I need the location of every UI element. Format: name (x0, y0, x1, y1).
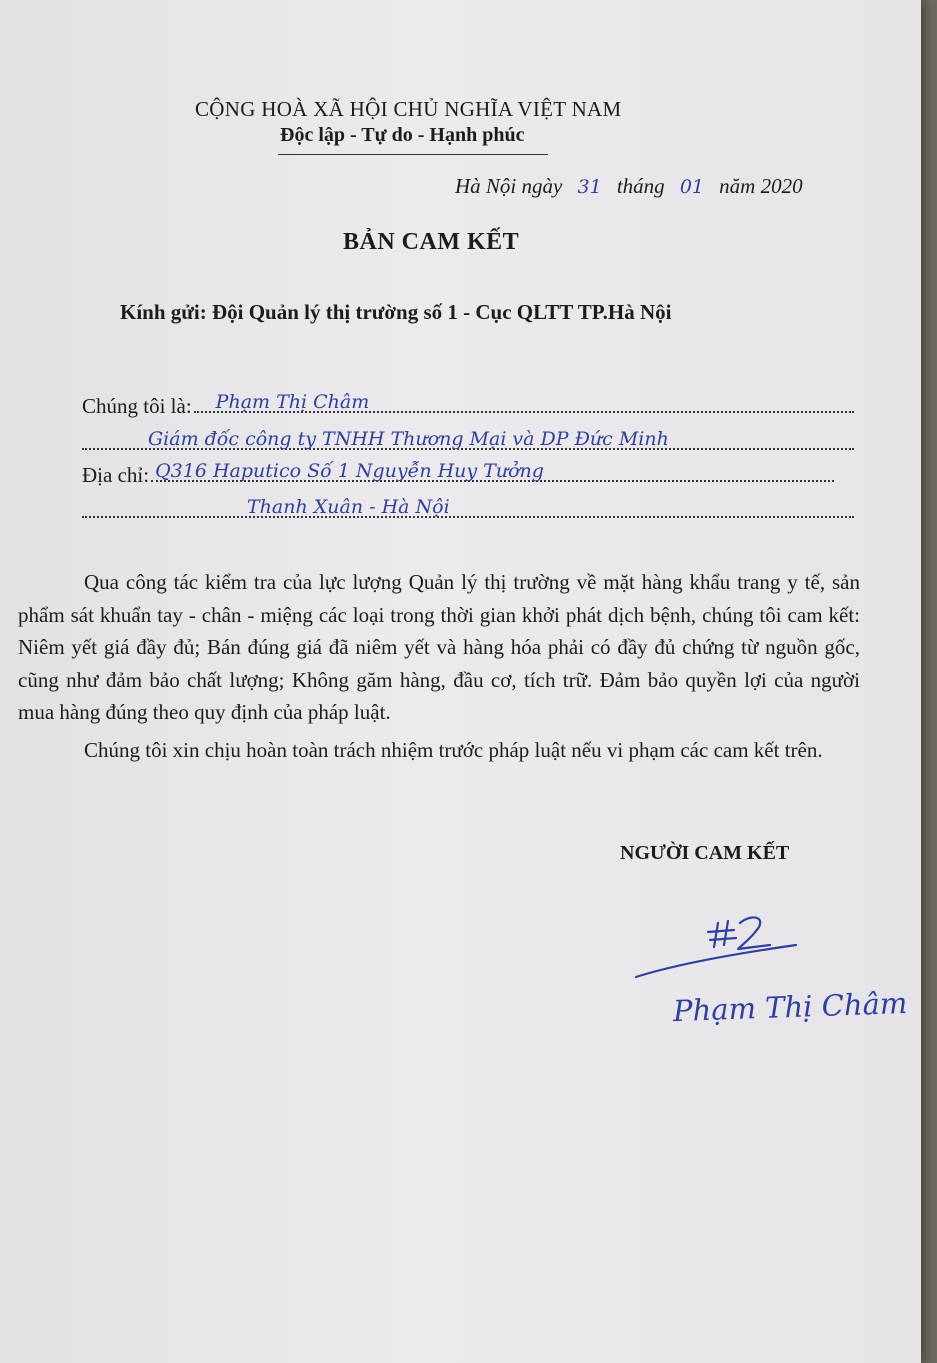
motto-underline (278, 154, 548, 155)
dateline (455, 174, 803, 199)
signatory-name: Phạm Thị Châm (672, 985, 908, 1029)
address-dotted-line-1 (151, 460, 834, 482)
position-dotted-line (82, 428, 854, 450)
national-title: CỘNG HOÀ XÃ HỘI CHỦ NGHĨA VIỆT NAM (195, 97, 622, 121)
dateline-month-label: tháng (616, 174, 665, 198)
responsibility-paragraph: Chúng tôi xin chịu hoàn toàn trách nhiệm trước pháp luật nếu vi phạm các cam kết trên. (84, 738, 823, 762)
address-dotted-line-2 (82, 496, 854, 518)
dateline-month: 01 (679, 176, 705, 198)
address-line-1: Q316 Haputico Số 1 Nguyễn Huy Tưởng (155, 460, 544, 482)
dateline-year: năm 2020 (719, 174, 803, 198)
dateline-place: Hà Nội ngày (455, 174, 563, 198)
address-line-2: Thanh Xuân - Hà Nội (247, 496, 450, 518)
name-field (82, 391, 854, 419)
name-value: Phạm Thị Châm (215, 391, 370, 413)
signer-title: NGƯỜI CAM KẾT (620, 842, 790, 864)
address-continuation-field (82, 496, 854, 518)
address-label: Địa chỉ: (82, 463, 150, 487)
name-label: Chúng tôi là: (82, 394, 192, 418)
position-value: Giám đốc công ty TNHH Thương Mại và DP Đức Minh (148, 428, 669, 450)
document-title: BẢN CAM KẾT (343, 229, 520, 255)
recipient-line: Kính gửi: Đội Quản lý thị trường số 1 - Cục QLTT TP.Hà Nội (120, 300, 672, 324)
commitment-paragraph: Qua công tác kiểm tra của lực lượng Quản lý thị trường về mặt hàng khẩu trang y tế, sản phẩm sát khuẩn tay - chân - miệng các loại trong thời gian khởi phát dịch bệnh, chúng tôi cam kết: Niêm yết giá đầy đủ; Bán đúng giá đã niêm yết và hàng hóa phải có đầy đủ chứng từ nguồn gốc, cũng như đảm bảo chất lượng; Không găm hàng, đầu cơ, tích trữ. Đảm bảo quyền lợi của người mua hàng đúng theo quy định của pháp luật. (18, 570, 860, 724)
address-field (82, 460, 834, 488)
dateline-day: 31 (577, 176, 602, 198)
national-motto: Độc lập - Tự do - Hạnh phúc (280, 124, 525, 146)
signature-mark (630, 905, 810, 985)
name-dotted-line (194, 391, 854, 413)
position-field (82, 428, 854, 450)
